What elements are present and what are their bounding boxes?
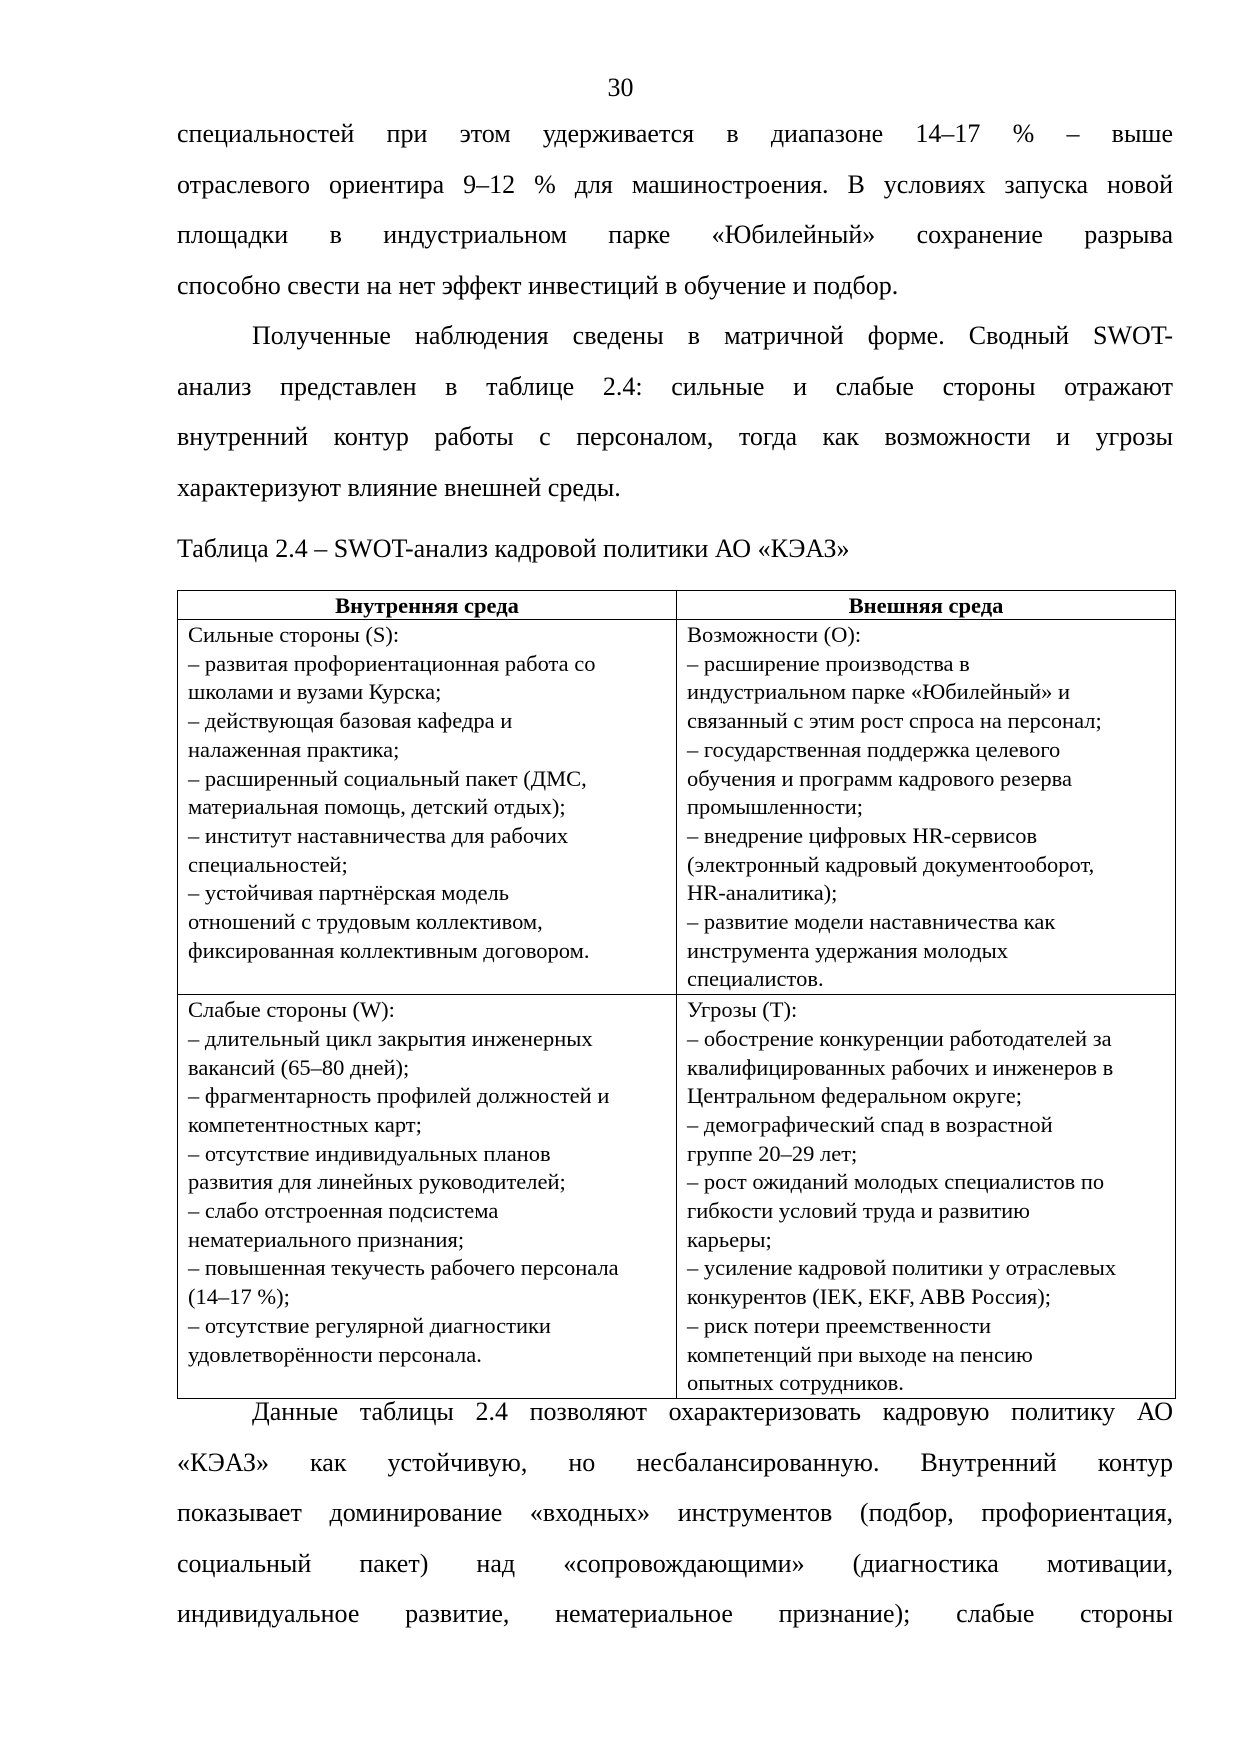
cell-line: – риск потери преемственности — [687, 1312, 991, 1338]
table-header-row — [178, 591, 1176, 620]
cell-line: – слабо отстроенная подсистема — [188, 1198, 499, 1224]
body-text-bottom — [177, 1387, 1173, 1640]
cell-line: – развитая профориентационная работа со — [188, 650, 596, 676]
cell-line: специалистов. — [687, 966, 824, 992]
strengths-cell — [178, 620, 677, 995]
paragraph: показывает доминирование «входных» инструментов (подбор, профориентация, — [177, 1498, 1173, 1527]
cell-line: – демографический спад в возрастной — [687, 1111, 1053, 1137]
cell-line: Центральном федеральном округе; — [687, 1083, 1022, 1109]
cell-line: (электронный кадровый документооборот, — [687, 851, 1095, 877]
cell-line: – внедрение цифровых HR-сервисов — [687, 822, 1038, 848]
table-row — [178, 995, 1176, 1399]
cell-line: связанный с этим рост спроса на персонал; — [687, 708, 1102, 734]
paragraph: «КЭАЗ» как устойчивую, но несбалансированную. Внутренний контур — [177, 1447, 1173, 1477]
paragraph: специальностей при этом удерживается в диапазоне 14–17 % – выше — [177, 119, 1173, 148]
table-row — [178, 620, 1176, 995]
paragraph: способно свести на нет эффект инвестиций в обучение и подбор. — [177, 270, 899, 300]
cell-line: – отсутствие индивидуальных планов — [188, 1140, 551, 1166]
cell-line: компетентностных карт; — [188, 1111, 422, 1137]
paragraph: социальный пакет) над «сопровождающими» (диагностика мотивации, — [177, 1548, 1173, 1578]
cell-line: опытных сотрудников. — [687, 1370, 904, 1396]
paragraph: внутренний контур работы с персоналом, тогда как возможности и угрозы — [177, 422, 1173, 451]
cell-line: инструмента удержания молодых — [687, 937, 1009, 963]
header-internal: Внутренняя среда — [178, 591, 677, 620]
cell-line: удовлетворённости персонала. — [188, 1341, 482, 1367]
paragraph: Полученные наблюдения сведены в матричной форме. Сводный SWOT- — [252, 321, 1173, 350]
paragraph: площадки в индустриальном парке «Юбилейный» сохранение разрыва — [177, 220, 1173, 249]
paragraph: индивидуальное развитие, нематериальное признание); слабые стороны — [177, 1599, 1173, 1628]
page-number: 30 — [607, 73, 634, 102]
cell-line: – действующая базовая кафедра и — [188, 708, 513, 734]
cell-line: индустриальном парке «Юбилейный» и — [687, 679, 1071, 705]
cell-line: – фрагментарность профилей должностей и — [188, 1083, 610, 1109]
cell-line: конкурентов (IEK, EKF, ABB Россия); — [687, 1284, 1051, 1310]
cell-line: промышленности; — [687, 794, 864, 820]
paragraph: характеризуют влияние внешней среды. — [177, 472, 621, 502]
cell-line: – повышенная текучесть рабочего персонала — [188, 1255, 619, 1281]
cell-line: Возможности (O): — [687, 622, 862, 647]
cell-line: Слабые стороны (W): — [188, 997, 395, 1023]
cell-line: – усиление кадровой политики у отраслевых — [687, 1255, 1117, 1281]
paragraph: анализ представлен в таблице 2.4: сильные и слабые стороны отражают — [177, 371, 1173, 401]
cell-line: – институт наставничества для рабочих — [188, 822, 569, 848]
cell-line: карьеры; — [687, 1226, 772, 1252]
cell-line: – развитие модели наставничества как — [687, 909, 1056, 935]
header-external: Внешняя среда — [677, 591, 1176, 620]
threats-cell — [677, 995, 1176, 1399]
cell-line: отношений с трудовым коллективом, — [188, 909, 543, 935]
opportunities-cell — [677, 620, 1176, 995]
cell-line: школами и вузами Курска; — [188, 679, 442, 705]
cell-line: – расширенный социальный пакет (ДМС, — [188, 765, 587, 791]
cell-line: материальная помощь, детский отдых); — [188, 794, 566, 820]
cell-line: квалифицированных рабочих и инженеров в — [687, 1054, 1114, 1080]
cell-line: Сильные стороны (S): — [188, 622, 400, 647]
cell-line: – длительный цикл закрытия инженерных — [188, 1025, 593, 1051]
cell-line: компетенций при выходе на пенсию — [687, 1341, 1033, 1367]
cell-line: (14–17 %); — [188, 1284, 290, 1310]
weaknesses-cell — [178, 995, 677, 1399]
cell-line: – отсутствие регулярной диагностики — [188, 1312, 551, 1338]
cell-line: нематериального признания; — [188, 1226, 465, 1252]
cell-line: Угрозы (T): — [687, 997, 798, 1023]
cell-line: группе 20–29 лет; — [687, 1140, 858, 1166]
swot-table — [177, 590, 1176, 1399]
cell-line: обучения и программ кадрового резерва — [687, 765, 1072, 791]
table-caption: Таблица 2.4 – SWOT-анализ кадровой политики АО «КЭАЗ» — [177, 534, 850, 563]
cell-line: вакансий (65–80 дней); — [188, 1054, 410, 1080]
cell-line: фиксированная коллективным договором. — [188, 937, 590, 963]
cell-line: – обострение конкуренции работодателей за — [687, 1025, 1112, 1051]
cell-line: налаженная практика; — [188, 736, 400, 762]
cell-line: – государственная поддержка целевого — [687, 736, 1061, 762]
cell-line: HR-аналитика); — [687, 880, 838, 906]
cell-line: гибкости условий труда и развитию — [687, 1198, 1030, 1224]
cell-line: – расширение производства в — [687, 650, 970, 676]
paragraph: Данные таблицы 2.4 позволяют охарактеризовать кадровую политику АО — [252, 1397, 1173, 1426]
paragraph: отраслевого ориентира 9–12 % для машиностроения. В условиях запуска новой — [177, 169, 1173, 199]
body-text-top — [177, 109, 1173, 513]
cell-line: специальностей; — [188, 851, 348, 877]
cell-line: – устойчивая партнёрская модель — [188, 880, 509, 906]
cell-line: развития для линейных руководителей; — [188, 1169, 566, 1195]
cell-line: – рост ожиданий молодых специалистов по — [687, 1169, 1105, 1195]
